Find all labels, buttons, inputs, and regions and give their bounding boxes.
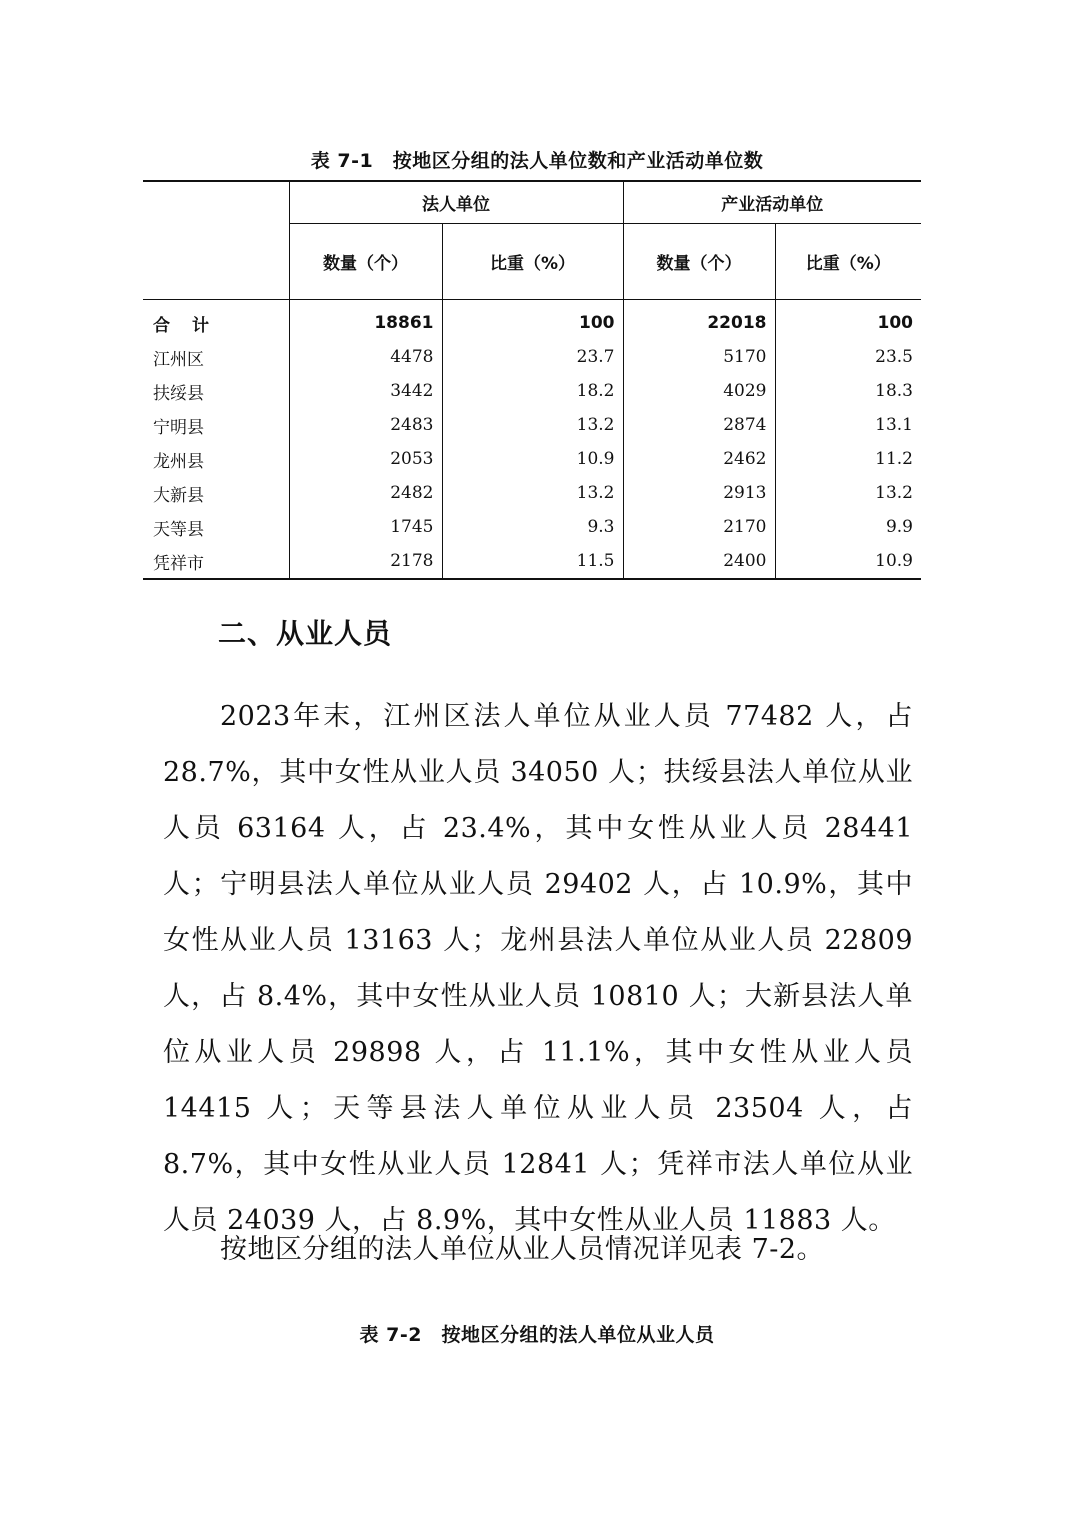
activity-count: 5170: [623, 340, 775, 374]
region-name: 大新县: [153, 485, 204, 506]
legal-pct: 18.2: [442, 374, 623, 408]
activity-pct: 23.5: [775, 340, 921, 374]
activity-pct: 10.9: [775, 544, 921, 579]
legal-units-header: 法人单位: [289, 181, 623, 224]
activity-count: 22018: [623, 300, 775, 341]
section-heading: 二、从业人员: [218, 617, 393, 650]
legal-pct-header: 比重（%）: [442, 224, 623, 300]
legal-count: 2053: [289, 442, 442, 476]
table-7-2-title: 表 7-2 按地区分组的法人单位从业人员: [359, 1324, 715, 1346]
activity-count: 4029: [623, 374, 775, 408]
activity-pct-header: 比重（%）: [775, 224, 921, 300]
legal-count: 18861: [289, 300, 442, 341]
table-row: [143, 476, 921, 510]
activity-count: 2874: [623, 408, 775, 442]
activity-pct: 18.3: [775, 374, 921, 408]
legal-count-header: 数量（个）: [289, 224, 442, 300]
legal-pct: 13.2: [442, 408, 623, 442]
region-name: 宁明县: [153, 417, 204, 438]
legal-count: 3442: [289, 374, 442, 408]
region-name: 凭祥市: [143, 544, 289, 579]
legal-pct: 13.2: [442, 476, 623, 510]
legal-pct: 10.9: [442, 442, 623, 476]
activity-count: 2462: [623, 442, 775, 476]
activity-count-header: 数量（个）: [623, 224, 775, 300]
legal-count: 2482: [289, 476, 442, 510]
legal-pct: 23.7: [442, 340, 623, 374]
legal-count: 2178: [289, 544, 442, 579]
table-row: [143, 408, 921, 442]
table-row: [143, 544, 921, 579]
legal-count: 2483: [289, 408, 442, 442]
activity-pct: 13.1: [775, 408, 921, 442]
activity-units-header: 产业活动单位: [623, 181, 921, 224]
table-7-1-title: 表 7-1 按地区分组的法人单位数和产业活动单位数: [310, 150, 764, 172]
activity-pct: 13.2: [775, 476, 921, 510]
activity-pct: 11.2: [775, 442, 921, 476]
table-7-1: [143, 180, 921, 580]
table-row-total: [143, 300, 921, 341]
reference-paragraph: 按地区分组的法人单位从业人员情况详见表 7-2。: [220, 1234, 825, 1265]
table-row: [143, 510, 921, 544]
region-name: 合计: [143, 300, 289, 341]
legal-count: 4478: [289, 340, 442, 374]
region-name: 龙州县: [153, 451, 204, 472]
activity-count: 2170: [623, 510, 775, 544]
region-name: 江州区: [153, 349, 204, 370]
table-row: [143, 340, 921, 374]
region-name: 天等县: [153, 519, 204, 540]
region-header-blank: [143, 181, 289, 300]
activity-pct: 9.9: [775, 510, 921, 544]
legal-pct: 9.3: [442, 510, 623, 544]
activity-pct: 100: [775, 300, 921, 341]
activity-count: 2400: [623, 544, 775, 579]
activity-count: 2913: [623, 476, 775, 510]
table-row: [143, 442, 921, 476]
employment-paragraph: 2023年末，江州区法人单位从业人员 77482 人，占 28.7%，其中女性从业人员 34050 人；扶绥县法人单位从业人员 63164 人，占 23.4%，其中女性从业人员 28441 人；宁明县法人单位从业人员 29402 人，占 10.9%，其中女性从业人员 13163 人；龙州县法人单位从业人员 22809 人，占 8.4%，其中女性从业人员 10810 人；大新县法人单位从业人员 29898 人，占 11.1%，其中女性从业人员 14415 人；天等县法人单位从业人员 23504 人，占 8.7%，其中女性从业人员 12841 人；凭祥市法人单位从业人员 24039 人，占 8.9%，其中女性从业人员 11883 人。: [163, 701, 913, 1236]
legal-count: 1745: [289, 510, 442, 544]
region-name: 扶绥县: [153, 383, 204, 404]
legal-pct: 100: [442, 300, 623, 341]
legal-pct: 11.5: [442, 544, 623, 579]
table-row: [143, 374, 921, 408]
